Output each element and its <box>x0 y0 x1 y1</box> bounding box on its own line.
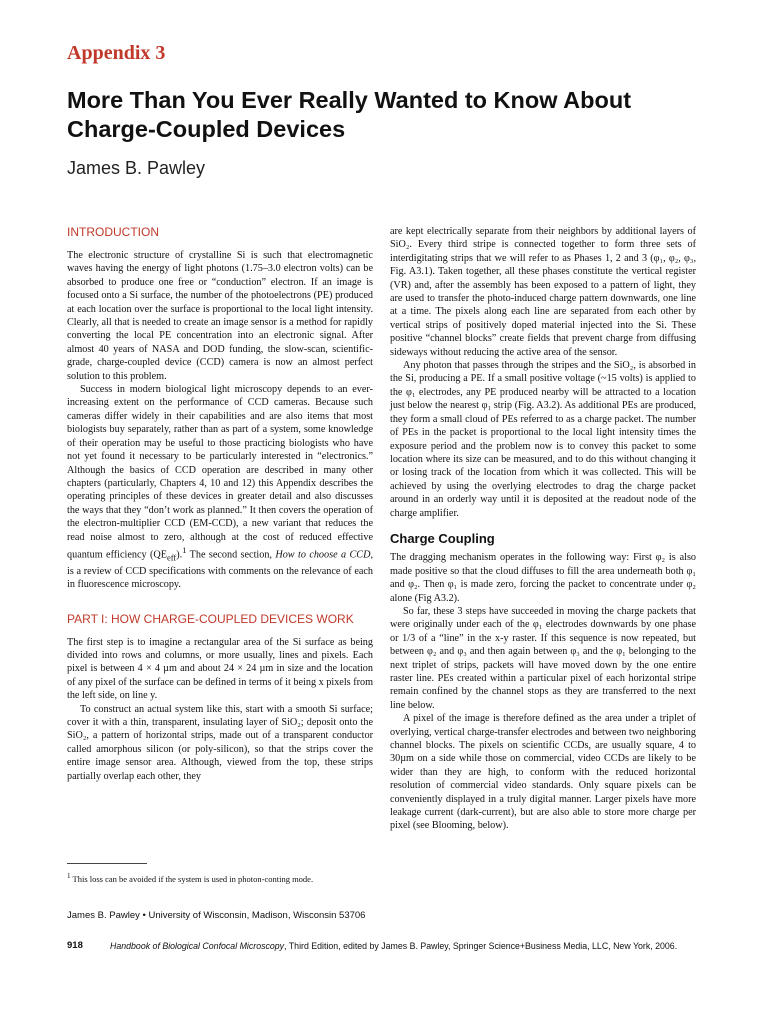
spacer <box>67 592 373 612</box>
footnote-rule <box>67 863 147 864</box>
appendix-label: Appendix 3 <box>67 42 166 64</box>
paragraph-text: ). <box>176 549 183 561</box>
paragraph: are kept electrically separate from their neighbors by additional layers of SiO₂. Every third stripe is connected together to form three sets of interdigitating strips that we will refer to as Phases 1, 2 and 3 (φ₁, φ₂, φ₃, Fig. A3.1). Taken together, all these phases constitute the vertical register (VR) and, after the assembly has been exposed to a pattern of light, they are used to transfer the photo-induced charge pattern downwards, one line at a time. The pixels along each line are separated from each other by vertical strips of positively doped material injected into the Si. These positive “channel blocks” create fields that prevent charge from diffusing sideways without reducing the active area of the sensor. <box>390 226 696 358</box>
section-heading-part1: PART I: HOW CHARGE-COUPLED DEVICES WORK <box>67 611 354 626</box>
page-number: 918 <box>67 940 83 951</box>
paragraph <box>67 383 373 592</box>
author-affiliation: James B. Pawley • University of Wisconsin, Madison, Wisconsin 53706 <box>67 910 366 921</box>
paragraph: The dragging mechanism operates in the following way: First φ₂ is also made positive so that the cloud diffuses to fill the area underneath both φ₁ and φ₂. Then φ₁ is made zero, forcing the packet to concentrate under φ₂ alone (Fig A3.2). <box>390 552 696 604</box>
citation-text: , Third Edition, edited by James B. Pawley, Springer Science+Business Media, LLC, New York, 2006. <box>284 941 678 951</box>
footnote-reference: 1 <box>182 544 187 555</box>
right-column <box>390 225 696 833</box>
paragraph: To construct an actual system like this, start with a smooth Si surface; cover it with a thin, transparent, insulating layer of SiO₂; deposit onto the SiO₂, a pattern of horizontal strips, made out of a transparent conductor called amorphous silicon (or poly-silicon), so that the strips cover the entire image sensor area. Although, viewed from the top, these strips partially overlap each other, they <box>67 703 373 782</box>
paragraph: Any photon that passes through the stripes and the SiO₂, is absorbed in the Si, producing a PE. If a small positive voltage (~15 volts) is applied to the φ₁ electrodes, any PE produced nearby will be attracted to a location just below the nearest φ₁ strip (Fig. A3.2). As additional PEs are produced, they form a small cloud of PEs referred to as a charge packet. The number of PEs in the packet is proportional to the local light intensity times the exposure period and the problem now is to convey this packet to some location where its size can be measured, and to do this without changing it or losing track of the location from which it was collected. This will be achieved by using the overlying electrodes to drag the charge packet around in an orderly way until it is deposited at the readout node of the charge amplifier. <box>390 360 696 519</box>
citation-title: Handbook of Biological Confocal Microscopy <box>110 941 285 951</box>
subsection-heading-charge-coupling: Charge Coupling <box>390 530 495 546</box>
subscript: eff <box>166 552 177 563</box>
paragraph-text: , is a review of CCD specifications with comments on the relevance of each in fluorescence microscopy. <box>67 549 373 591</box>
section-heading-introduction: INTRODUCTION <box>67 225 159 239</box>
footnote <box>67 872 313 884</box>
paragraph: A pixel of the image is therefore defined as the area under a triplet of overlying, vertical charge-transfer electrodes and between two neighboring channel blocks. The pixels on scientific CCDs, are usually square, 4 to 30µm on a side while those on commercial, video CCDs are likely to be wider than they are high, to conform with the reduced horizontal resolution of commercial video standards. Only square pixels can be conveniently displayed in a truly digital manner. Larger pixels have more leakage current (dark-current), but are also able to store more charge per pixel (see Blooming, below). <box>390 713 696 832</box>
paragraph-text: Success in modern biological light microscopy depends to an ever-increasing extent on the performance of CCD cameras. Because such cameras differ widely in their capabilities and are also items that most biologists buy separately, rather than as part of a system, some knowledge of their operation may be useful to those practicing biologists who have not yet found it necessary to be particularly interested in “electronics.” Although the basics of CCD operation are described in many other chapters (particularly, Chapters 4, 10 and 12) this Appendix describes the operating principles of these devices in greater detail and also discusses the ways that they “don’t work as planned.” It then covers the operation of the electron-multiplier CCD (EM-CCD), a new variant that reduces the read noise almost to zero, although at the cost of reduced effective quantum efficiency (QE <box>67 384 373 561</box>
footnote-text: This loss can be avoided if the system is used in photon-conting mode. <box>70 873 314 884</box>
page-title: More Than You Ever Really Wanted to Know About Charge-Coupled Devices <box>67 87 632 142</box>
paragraph: The first step is to imagine a rectangular area of the Si surface as being divided into rows and columns, or more usually, lines and pixels. Each pixel is between 4 × 4 µm and about 24 × 24 µm in size and the location of any pixel of the surface can be defined in terms of it being x pixels from the left side, on line y. <box>67 636 373 702</box>
footnote-mark: 1 <box>67 872 71 880</box>
paragraph: So far, these 3 steps have succeeded in moving the charge packets that were originally under each of the φ₁ electrodes downwards by one phase or 1/3 of a “line” in the x-y raster. If this sequence is now repeated, but between φ₂ and φ₃ and then again between φ₃ and the φ₁ belonging to the next triplet of strips, packets will have moved down by the one entire raster line. PEs created within a particular pixel of each horizontal stripe remain confined by the channel stops as they are transferred to the next line below. <box>390 605 696 711</box>
italic-text: How to choose a CCD <box>275 549 371 561</box>
left-column <box>67 225 373 783</box>
paragraph: The electronic structure of crystalline Si is such that electromagnetic waves having the energy of light photons (1.75–3.0 electron volts) can be absorbed to produce one free or “conduction” electron. If an image is focused onto a Si surface, the number of the photoelectrons (PE) produced at each location over the surface is proportional to the local light intensity. Clearly, all that is needed to create an image sensor is a method for rapidly converting the local PE concentration into an electronic signal. After almost 40 years of NASA and DOD funding, the slow-scan, scientific-grade, charge-coupled device (CCD) camera is now an almost perfect solution to this problem. <box>67 250 373 382</box>
author-name: James B. Pawley <box>67 158 206 178</box>
paragraph-text: The second section, <box>186 549 276 561</box>
citation <box>110 941 677 951</box>
